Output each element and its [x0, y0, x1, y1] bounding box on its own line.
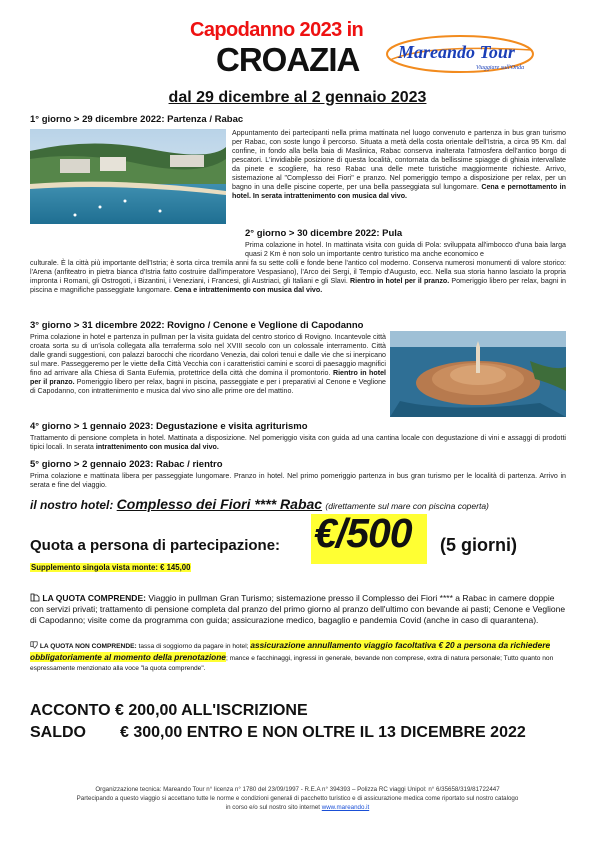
saldo	[30, 724, 526, 742]
footer-line3-text: in corso e/o sul nostro sito internet	[225, 804, 321, 811]
day1-bold: Cena e pernottamento in hotel. In serata intrattenimento con musica dal vivo.	[232, 183, 566, 200]
day1-text	[232, 129, 566, 201]
quota-non-comprende	[30, 640, 568, 674]
rovigno-photo	[390, 331, 566, 417]
excludes-label: LA QUOTA NON COMPRENDE:	[39, 643, 137, 650]
thumbs-down-icon	[30, 641, 38, 649]
day5-title: 5° giorno > 2 gennaio 2023: Rabac / rientro	[30, 459, 223, 470]
saldo-label: SALDO	[30, 724, 86, 741]
quota-label: Quota a persona di partecipazione:	[30, 537, 281, 554]
day2-title: 2° giorno > 30 dicembre 2022: Pula	[245, 228, 403, 239]
day1-title: 1° giorno > 29 dicembre 2022: Partenza / Rabac	[30, 114, 244, 125]
hotel-prefix: il nostro hotel:	[30, 498, 114, 512]
includes-text: Viaggio in pullman Gran Turismo; sistemazione presso il Complesso dei Fiori **** a Rabac in camere doppie con servizi privati; trattamento di pensione completa dal pranzo del primo giorno al pranzo dell'ultimo con bevande ai pasti; Cenone e Veglione di Capodanno; visite come da programma con guida; assicurazione medico, bagaglio e pandemia Covid (anche in caso di quarantena).	[30, 593, 566, 626]
day3-text	[30, 333, 386, 396]
day4-title: 4° giorno > 1 gennaio 2023: Degustazione e visita agriturismo	[30, 421, 308, 432]
includes-label: LA QUOTA COMPRENDE:	[42, 593, 146, 603]
saldo-text: € 300,00 ENTRO E NON OLTRE IL 13 DICEMBRE 2022	[120, 724, 526, 741]
day1-body: Appuntamento dei partecipanti nella prima mattinata nel luogo convenuto e partenza in bus gran turismo per Rabac, con soste lungo il percorso. Situata a metà della costa orientale dell'Istria, a circa 95 Km. dal confine, in fondo alla bella baia di Maslinica, Rabac conserva inalterata l'atmosfera dell'antico borgo di pescatori. L'invidiabile posizione di questa località, contornata da bellissime spiagge di ghiaia intervallate da pinete e scogliere, ha reso Rabac una delle mete turistiche maggiormente richieste. Arrivo, sistemazione al "Complesso dei Fiori" e pranzo. Nel pomeriggio tempo a disposizione per relax, per un bagno in una delle piscine coperte, per una bella passeggiata sul lungomare.	[232, 129, 566, 191]
footer-line2: Partecipando a questo viaggio si accettano tutte le norme e condizioni generali di pacchetto turistico e di assicurazione medica come riportato sul nostro catalogo	[76, 795, 519, 802]
website-link[interactable]: www.mareando.it	[321, 804, 370, 811]
hotel-name: Complesso dei Fiori **** Rabac	[116, 496, 323, 512]
title-line2: CROAZIA	[216, 41, 360, 78]
day2-body: culturale. È la città più importante dell'Istria; è sorta circa tremila anni fa su sette colli e fonde bene l'antico col moderno. Conserva numerosi monumenti di valore storico: l'Arena (anfiteatro in pietra bianca d'Istria fatto costruire dall'imperatore Vespasiano), l'Arco dei Sergi, il Tempio d'Augusto, ecc. Nella sua storia hanno lasciato la propria impronta i Romani, gli Ostrogoti, i Bizantini, i Veneziani, i Francesi, gli Austriaci, gli Italiani e gli Slavi.	[30, 259, 566, 285]
day3-bold: Rientro in hotel per il pranzo.	[30, 369, 386, 386]
title-line1: Capodanno 2023 in	[190, 19, 364, 41]
day2-bold1: Rientro in hotel per il pranzo.	[350, 277, 450, 285]
day2-text-a: Prima colazione in hotel. In mattinata visita con guida di Pola: sviluppata all'imbocco d'una baia larga quasi 2 Km è non solo un importante centro turistico ma anche economico e	[245, 241, 566, 258]
day3-title: 3° giorno > 31 dicembre 2022: Rovigno / Cenone e Veglione di Capodanno	[30, 320, 364, 331]
single-supplement: Supplemento singola vista monte: € 145,00	[31, 563, 191, 572]
hotel-note: (direttamente sul mare con piscina coperta)	[325, 501, 489, 511]
cancellation-insurance-highlight: assicurazione annullamento viaggio facoltativa € 20 a persona da richiedere obbligatoriamente al momento della prenotazione	[30, 640, 551, 662]
header	[0, 0, 595, 86]
price: €/500	[314, 510, 412, 556]
day4-bold: intrattenimento con musica dal vivo.	[95, 443, 219, 451]
excludes-text-b: ; mance e facchinaggi, ingressi in generale, bevande non comprese, extra di natura personale; Tutto quanto non espressamente menzionato alla voce "la quota comprende".	[30, 655, 554, 672]
excludes-text-a: tassa di soggiorno da pagare in hotel;	[138, 643, 249, 650]
logo-text: Mareando Tour	[398, 42, 515, 62]
day4-text	[30, 434, 566, 452]
rabac-bay-photo	[30, 129, 226, 224]
day3-body: Prima colazione in hotel e partenza in pullman per la visita guidata del centro storico di Rovigno. Incantevole città croata sorta su di un'isola collegata alla terraferma solo nel XVIII secolo con un colossale interramento. Città dalle grandi suggestioni, con palazzi barocchi che ricordano Venezia, dai colori tenui e dalle vie che si inerpicano sul mare. Passeggeremo per le viette della Città Vecchia con i caratteristici camini e scorci di paesaggio magnifici fino ad arrivare alla Chiesa di Santa Eufemia, protettrice della città che domina il promontorio.	[30, 333, 386, 377]
day3-body-b: Pomeriggio libero per relax, bagni in piscina, passeggiate e per i preparativi al Cenone e Veglione di Capodanno, con intrattenimento e musica dal vivo sino alle prime ore del mattino.	[30, 378, 386, 395]
hand-point-icon	[30, 592, 40, 602]
quota-comprende	[30, 592, 568, 627]
acconto: ACCONTO € 200,00 ALL'ISCRIZIONE	[30, 702, 308, 719]
day2-bold2: Cena e intrattenimento con musica dal vivo.	[173, 286, 323, 294]
trip-dates: dal 29 dicembre al 2 gennaio 2023	[168, 89, 427, 106]
day4-body: Trattamento di pensione completa in hotel. Mattinata a disposizione. Nel pomeriggio visita con guida ad una cantina locale con degustazione di vini e assaggi di prodotti tipici locali. In serata	[30, 434, 566, 451]
hotel-line	[30, 496, 489, 512]
day5-text: Prima colazione e mattinata libera per passeggiate lungomare. Pranzo in hotel. Nel primo pomeriggio partenza in bus gran turismo per le località di partenza. Arrivo in serata e fine del viaggio.	[30, 472, 566, 489]
day2-body-c: Pomeriggio libero per relax, bagni in piscina e magnifiche passeggiate lungomare.	[30, 277, 566, 294]
logo-tagline: Viaggiare sull'Onda	[476, 65, 525, 71]
price-days: (5 giorni)	[440, 535, 517, 555]
footer-line1: Organizzazione tecnica: Mareando Tour n° licenza n° 1780 del 23/09/1997 - R.E.A n° 394393 – Polizza RC viaggi Unipol: n° 6/35658/319/81722447	[95, 786, 500, 793]
day2-text-b	[30, 259, 566, 295]
footer-line3	[0, 803, 595, 812]
mareando-logo	[386, 34, 536, 74]
